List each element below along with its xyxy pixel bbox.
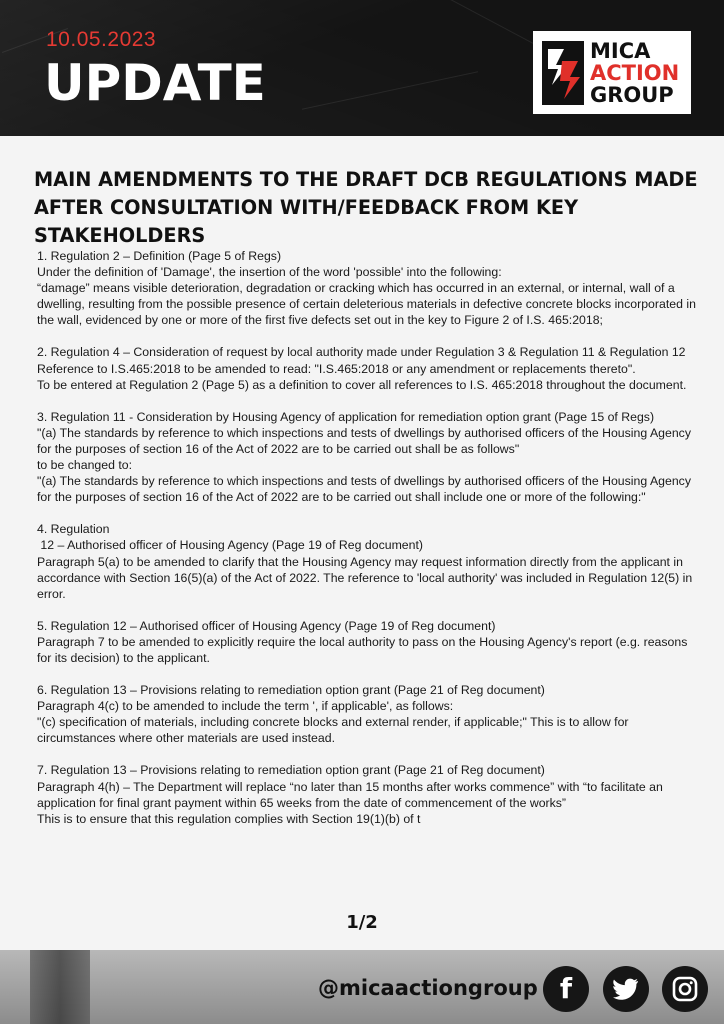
- twitter-icon[interactable]: [603, 966, 649, 1012]
- instagram-icon[interactable]: [662, 966, 708, 1012]
- footer-texture: [30, 950, 90, 1024]
- amendment-item: [37, 344, 697, 392]
- amendment-line: 4. Regulation: [37, 522, 110, 537]
- amendment-line: Paragraph 4(c) to be amended to include the term ', if applicable', as follows:: [37, 699, 454, 714]
- logo-line-group: GROUP: [590, 82, 674, 107]
- amendment-line: Under the definition of 'Damage', the insertion of the word 'possible' into the following:: [37, 265, 502, 280]
- amendment-line: Paragraph 7 to be amended to explicitly require the local authority to pass on the Housing Agency's report (e.g. reasons for its decision) to the applicant.: [37, 634, 688, 665]
- amendment-item: [37, 618, 697, 666]
- logo-mark-icon: [542, 41, 584, 105]
- amendment-line: “damage” means visible deterioration, degradation or cracking which has occurred in an external, or internal, wall of a dwelling, resulting from the possible presence of certain deleterious materials in defective concrete blocks incorporated in the wall, evidenced by one or more of the first five defects set out in the key to Figure 2 of I.S. 465:2018;: [37, 281, 696, 328]
- amendment-item: [37, 248, 697, 328]
- page-number: 1/2: [346, 912, 378, 933]
- amendments-list: [37, 248, 697, 843]
- update-title: UPDATE: [44, 54, 266, 112]
- amendment-line: 7. Regulation 13 – Provisions relating to remediation option grant (Page 21 of Reg document): [37, 763, 545, 778]
- amendment-line: 12 – Authorised officer of Housing Agency (Page 19 of Reg document): [37, 538, 424, 553]
- logo-line-mica: MICA: [590, 38, 651, 63]
- amendment-line: 1. Regulation 2 – Definition (Page 5 of Regs): [37, 249, 282, 263]
- header-banner: [0, 0, 724, 136]
- amendment-item: [37, 409, 697, 506]
- amendment-line: "(a) The standards by reference to which inspections and tests of dwellings by authorised officers of the Housing Agency for the purposes of section 16 of the Act of 2022 are to be carried out shall be as follows": [37, 425, 691, 456]
- update-date: 10.05.2023: [46, 28, 157, 51]
- amendment-item: [37, 521, 697, 601]
- amendment-line: 3. Regulation 11 - Consideration by Housing Agency of application for remediation option grant (Page 15 of Regs): [37, 409, 655, 424]
- amendment-line: 5. Regulation 12 – Authorised officer of Housing Agency (Page 19 of Reg document): [37, 618, 496, 633]
- amendment-line: To be entered at Regulation 2 (Page 5) as a definition to cover all references to I.S. 465:2018 throughout the document.: [37, 377, 687, 392]
- amendment-line: Paragraph 5(a) to be amended to clarify that the Housing Agency may request information directly from the applicant in accordance with Section 16(5)(a) of the Act of 2022. The reference to 'local authority' was included in Regulation 12(5) in error.: [37, 554, 693, 601]
- main-heading: MAIN AMENDMENTS TO THE DRAFT DCB REGULATIONS MADE AFTER CONSULTATION WITH/FEEDBACK FROM KEY STAKEHOLDERS: [34, 168, 698, 247]
- amendment-line: to be changed to:: [37, 458, 133, 473]
- amendment-line: This is to ensure that this regulation complies with Section 19(1)(b) of t: [37, 811, 421, 826]
- amendment-item: [37, 762, 697, 826]
- amendment-line: Reference to I.S.465:2018 to be amended to read: "I.S.465:2018 or any amendment or replacements thereto".: [37, 361, 636, 376]
- amendment-line: "(c) specification of materials, including concrete blocks and external render, if applicable;" This is to allow for circumstances where other materials are used instead.: [37, 715, 629, 746]
- logo-line-action: ACTION: [590, 60, 680, 85]
- amendment-line: 6. Regulation 13 – Provisions relating to remediation option grant (Page 21 of Reg document): [37, 683, 545, 698]
- amendment-line: 2. Regulation 4 – Consideration of request by local authority made under Regulation 3 & Regulation 11 & Regulation 12: [37, 345, 686, 360]
- logo-wordmark: [590, 40, 679, 106]
- amendment-line: Paragraph 4(h) – The Department will replace “no later than 15 months after works commence” with “to facilitate an application for final grant payment within 65 weeks from the date of commencement of the works”: [37, 779, 663, 810]
- amendment-line: "(a) The standards by reference to which inspections and tests of dwellings by authorised officers of the Housing Agency for the purposes of section 16 of the Act of 2022 are to be carried out shall include one or more of the following:": [37, 474, 691, 505]
- mica-action-group-logo: [533, 31, 691, 114]
- facebook-icon[interactable]: f: [543, 966, 589, 1012]
- social-handle[interactable]: @micaactiongroup: [318, 976, 538, 1000]
- amendment-item: [37, 682, 697, 746]
